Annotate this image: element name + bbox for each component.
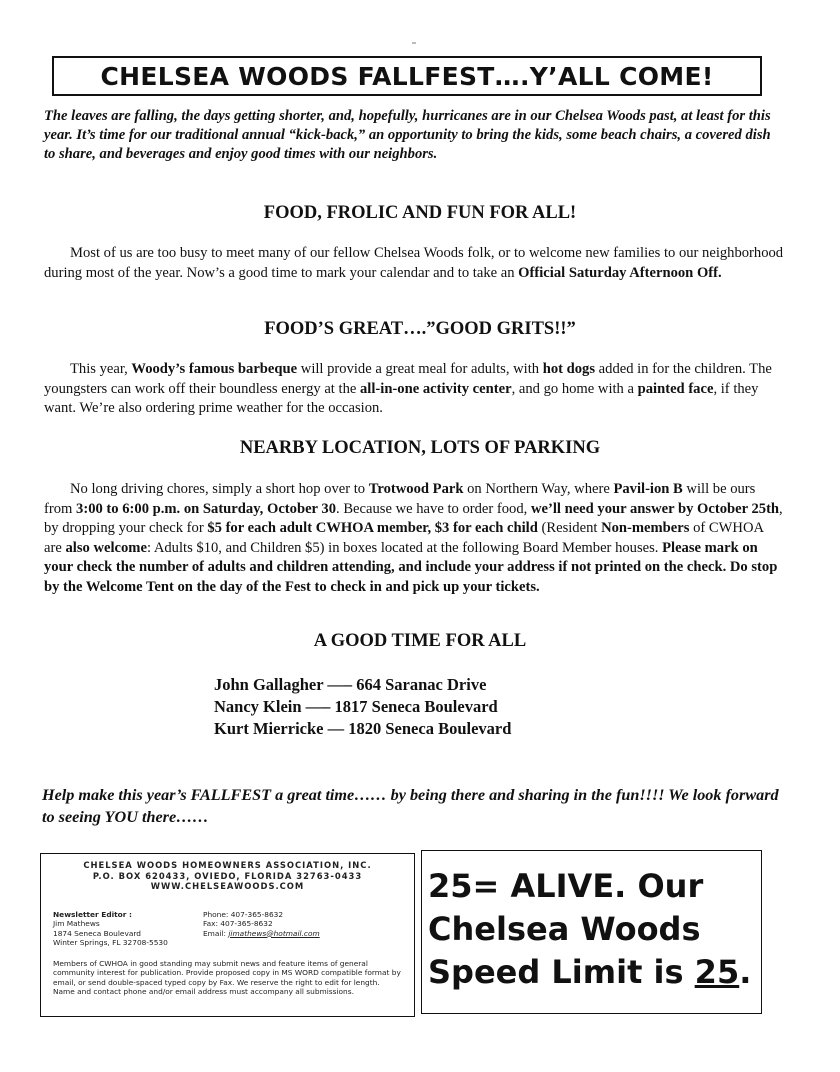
board-member-item: Nancy Klein —– 1817 Seneca Boulevard [214, 697, 498, 716]
section-heading-location: NEARBY LOCATION, LOTS OF PARKING [239, 438, 601, 458]
editor-city: Winter Springs, FL 32708-5530 [53, 938, 168, 948]
editor-email-row: Email: jimathews@hotmail.com [203, 928, 320, 938]
section-heading-good-time: A GOOD TIME FOR ALL [313, 631, 527, 651]
editor-label: Newsletter Editor : [53, 909, 132, 919]
association-info-box [40, 853, 415, 1017]
section-paragraph-foods-great: This year, Woody’s famous barbeque will provide a great meal for adults, with hot dogs added in for the children. The youngsters can work off their boundless energy at the all-in-one activity center, and go home with a painted face, if they want. We’re also ordering prime weather for the occasion. [44, 361, 772, 416]
speed-limit-box [421, 850, 762, 1014]
board-member-item: John Gallagher —– 664 Saranac Drive [214, 675, 487, 694]
page-title-text: CHELSEA WOODS FALLFEST….Y’ALL COME! [100, 61, 714, 91]
intro-paragraph: The leaves are falling, the days getting shorter, and, hopefully, hurricanes are in our Chelsea Woods past, at least for this year. It’s time for our traditional annual “kick-back,” an opportunity to bring the kids, some beach chairs, a covered dish to share, and beverages and enjoy good times with our neighbors. [44, 108, 771, 162]
board-members-list [214, 674, 511, 740]
section-paragraph-location: No long driving chores, simply a short hop over to Trotwood Park on Northern Way, where Pavil-ion B will be ours from 3:00 to 6:00 p.m. on Saturday, October 30. Because we have to order food, we’ll need your answer by October 25th, by dropping your check for $5 for each adult CWHOA member, $3 for each child (Resident Non-members of CWHOA are also welcome: Adults $10, and Children $5) in boxes located at the following Board Member houses. Please mark on your check the number of adults and children attending, and include your address if not printed on the check. Do stop by the Welcome Tent on the day of the Fest to check in and pick up your tickets. [44, 481, 783, 595]
section-heading-food-frolic: FOOD, FROLIC AND FUN FOR ALL! [263, 203, 577, 223]
association-website: WWW.CHELSEAWOODS.COM [150, 881, 305, 891]
board-member-item: Kurt Mierricke — 1820 Seneca Boulevard [214, 719, 512, 738]
speed-limit-number: 25 [694, 953, 740, 991]
closing-paragraph: Help make this year’s FALLFEST a great time…… by being there and sharing in the fun!!!! We look forward to seeing YOU there…… [42, 786, 779, 826]
editor-phone: Phone: 407-365-8632 [203, 909, 284, 919]
editor-name: Jim Mathews [53, 919, 100, 929]
editor-email-link[interactable]: jimathews@hotmail.com [228, 928, 320, 938]
section-heading-foods-great: FOOD’S GREAT….”GOOD GRITS!!” [264, 319, 576, 339]
page-title [52, 56, 762, 96]
speed-line-3: Speed Limit is 25. [428, 953, 752, 991]
scan-mark [412, 42, 416, 44]
association-address: P.O. BOX 620433, OVIEDO, FLORIDA 32763-0433 [92, 870, 363, 881]
section-paragraph-food-frolic: Most of us are too busy to meet many of our fellow Chelsea Woods folk, or to welcome new families to our neighborhood during most of the year. Now’s a good time to mark your calendar and to take an Official Saturday Afternoon Off. [44, 245, 784, 281]
speed-line-1: 25= ALIVE. Our [428, 867, 704, 905]
speed-line-2: Chelsea Woods [428, 910, 701, 948]
submission-note: Members of CWHOA in good standing may submit news and feature items of general community interest for publication. Provide proposed copy in MS WORD compatible format by email, or send double-spaced typed copy by Fax. We reserve the right to edit for length. Name and contact phone and/or email address must accompany all submissions. [53, 958, 401, 997]
editor-street: 1874 Seneca Boulevard [53, 928, 141, 938]
editor-fax: Fax: 407-365-8632 [203, 919, 273, 929]
association-name: CHELSEA WOODS HOMEOWNERS ASSOCIATION, INC. [83, 860, 372, 870]
